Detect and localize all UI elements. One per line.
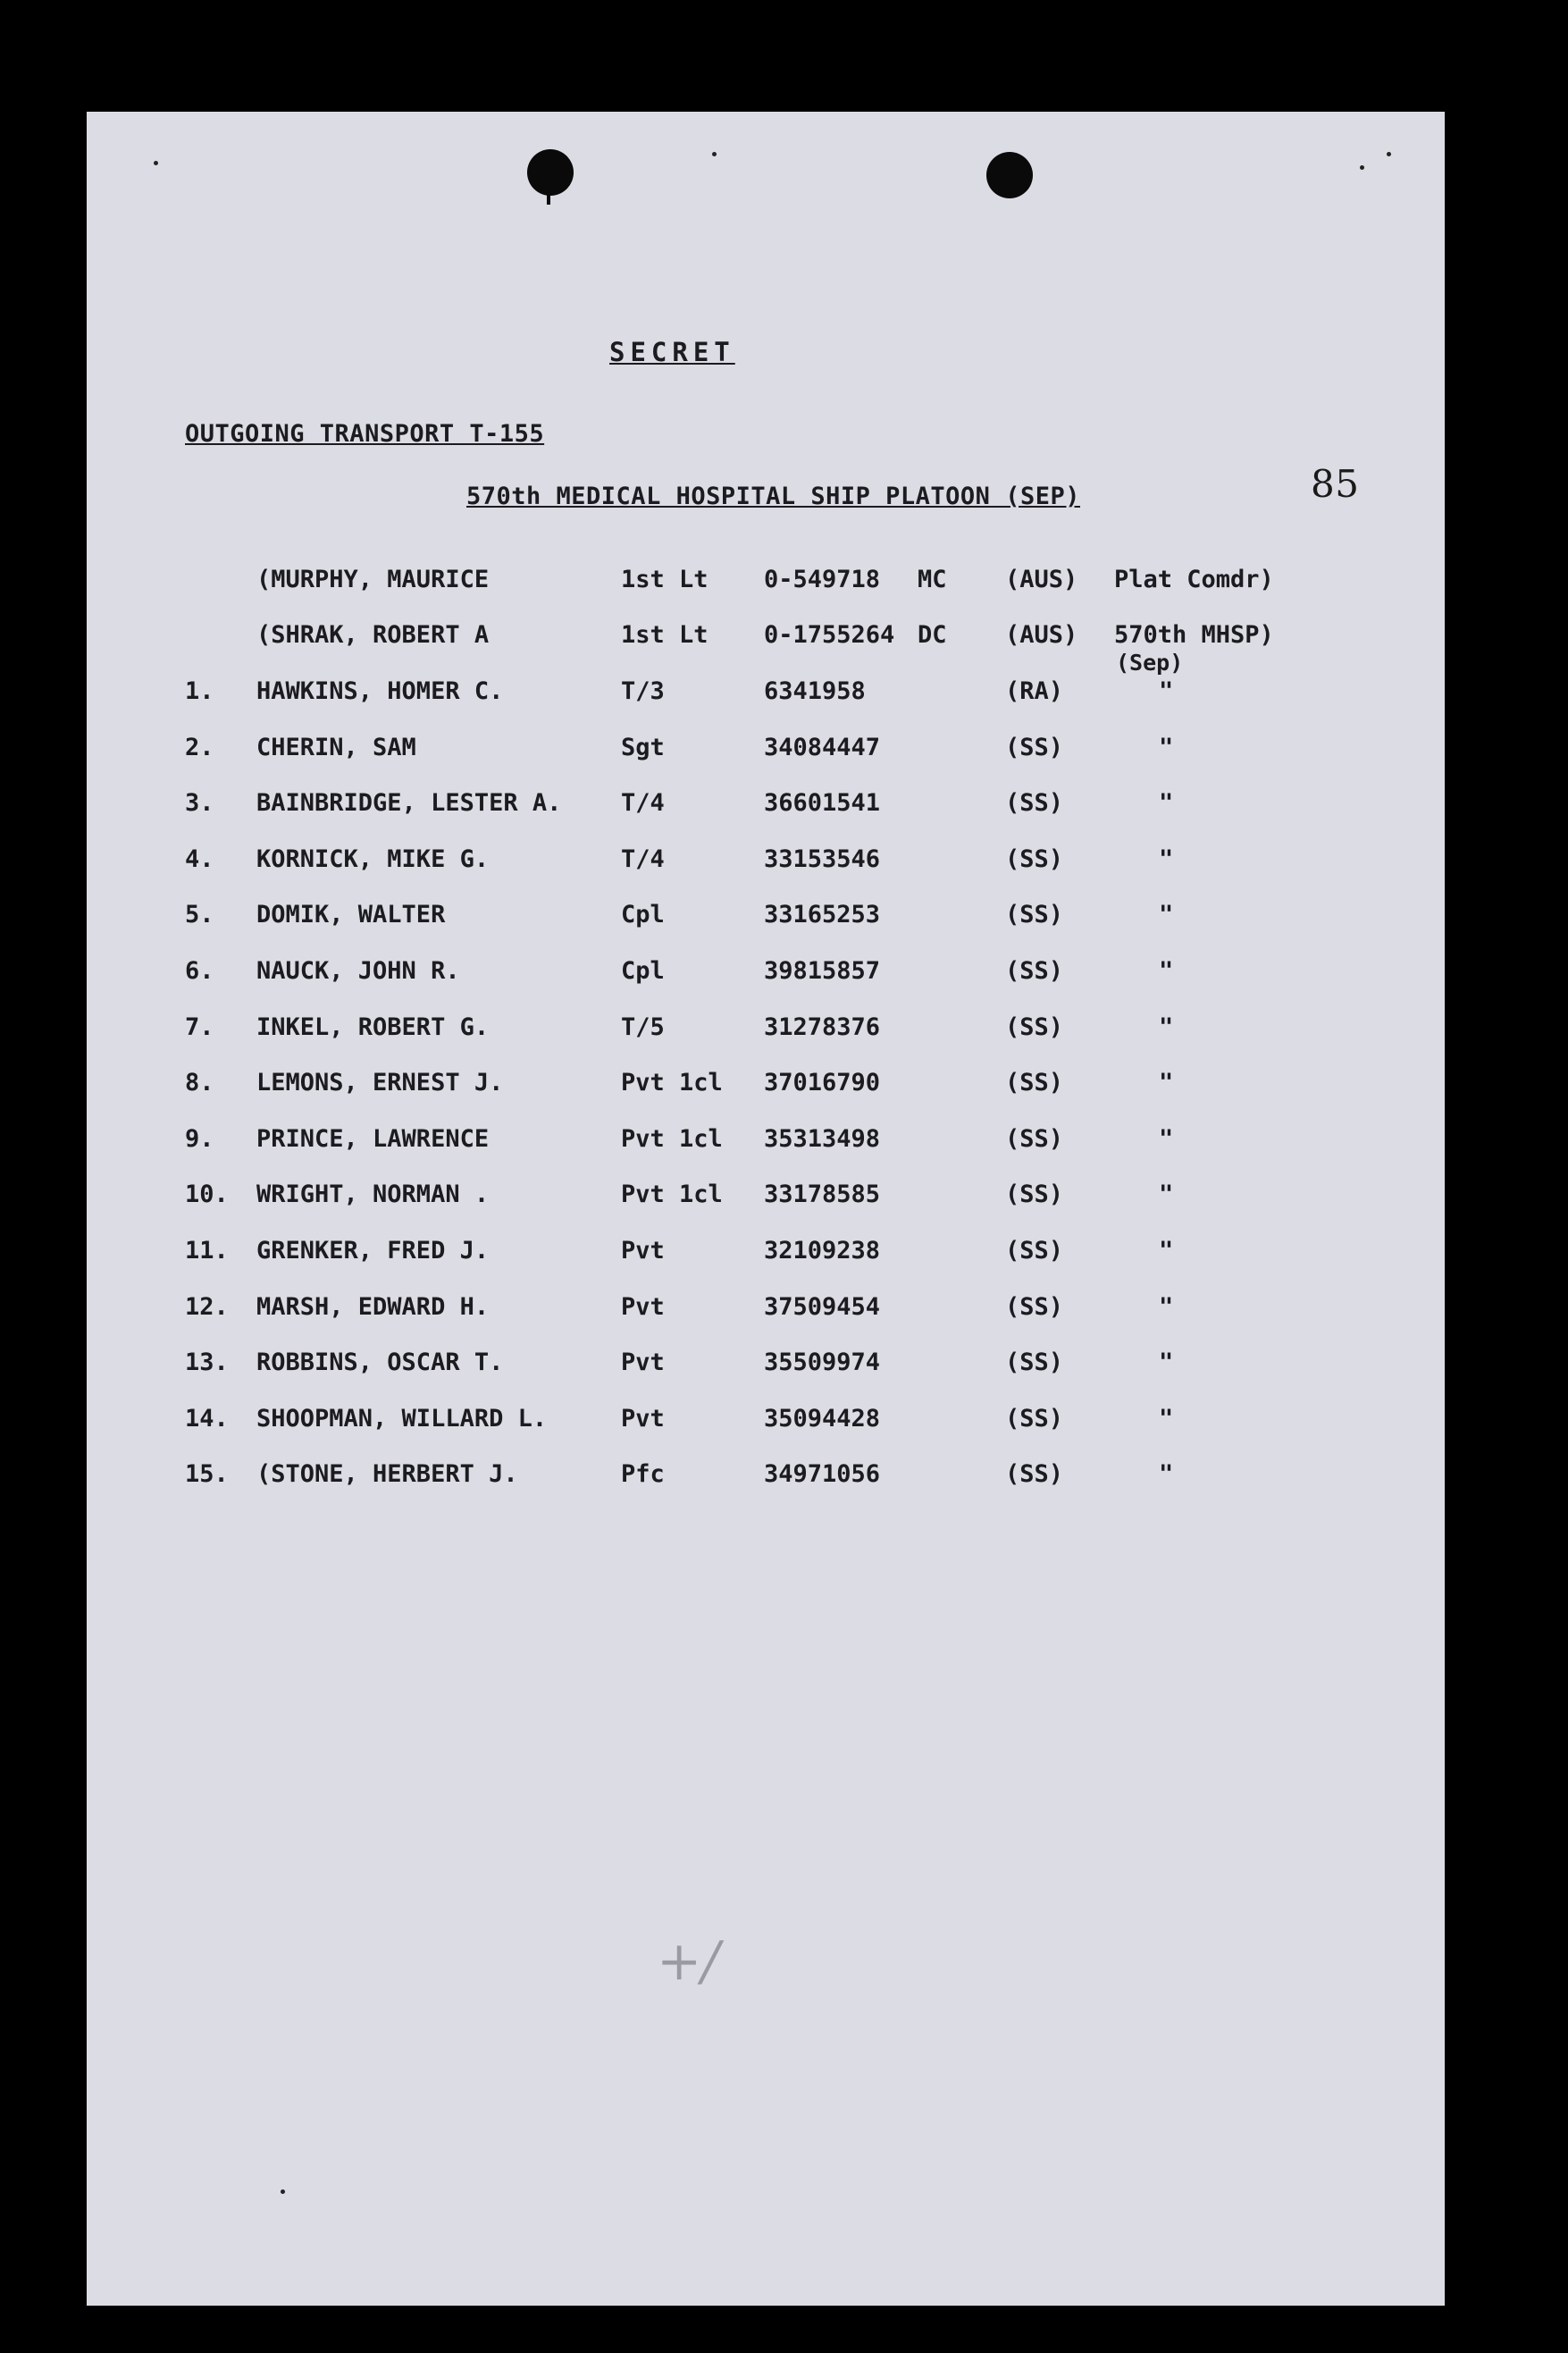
classification-heading: SECRET	[609, 337, 735, 367]
roster-serial: 39815857	[764, 957, 881, 985]
roster-number: 6.	[185, 957, 214, 985]
officer-rank: 1st Lt	[621, 566, 709, 593]
roster-name: CHERIN, SAM	[256, 734, 416, 761]
roster-name: GRENKER, FRED J.	[256, 1237, 490, 1265]
roster-rank: Cpl	[621, 957, 665, 985]
roster-row	[87, 789, 1445, 825]
roster-component: (SS)	[1005, 789, 1064, 817]
roster-component: (SS)	[1005, 1069, 1064, 1097]
officer-corps: DC	[918, 621, 947, 649]
roster-number: 7.	[185, 1013, 214, 1041]
roster-component: (SS)	[1005, 901, 1064, 929]
ditto-mark: "	[1159, 1293, 1174, 1321]
ditto-mark: "	[1159, 789, 1174, 817]
roster-component: (SS)	[1005, 734, 1064, 761]
ditto-mark: "	[1159, 901, 1174, 929]
punch-hole	[527, 149, 574, 196]
ditto-mark: "	[1159, 1181, 1174, 1208]
roster-serial: 35313498	[764, 1125, 881, 1153]
roster-component: (SS)	[1005, 845, 1064, 873]
roster-row	[87, 1349, 1445, 1384]
roster-rank: T/5	[621, 1013, 665, 1041]
roster-rank: Pvt 1cl	[621, 1181, 723, 1208]
roster-number: 8.	[185, 1069, 214, 1097]
roster-rank: Pvt	[621, 1237, 665, 1265]
speck	[1387, 152, 1391, 156]
ditto-mark: "	[1159, 957, 1174, 985]
roster-rank: Pvt	[621, 1349, 665, 1376]
ditto-mark: "	[1159, 1405, 1174, 1433]
convoy-heading: OUTGOING TRANSPORT T-155	[185, 420, 545, 448]
roster-name: MARSH, EDWARD H.	[256, 1293, 490, 1321]
roster-component: (SS)	[1005, 1181, 1064, 1208]
roster-row	[87, 1125, 1445, 1161]
officer-name: (SHRAK, ROBERT A	[256, 621, 490, 649]
document-page	[87, 112, 1445, 2306]
roster-component: (SS)	[1005, 957, 1064, 985]
roster-row	[87, 1293, 1445, 1329]
officer-serial: 0-549718	[764, 566, 881, 593]
roster-name: KORNICK, MIKE G.	[256, 845, 490, 873]
roster-serial: 36601541	[764, 789, 881, 817]
roster-name: SHOOPMAN, WILLARD L.	[256, 1405, 548, 1433]
roster-component: (SS)	[1005, 1405, 1064, 1433]
roster-rank: Pvt 1cl	[621, 1069, 723, 1097]
roster-serial: 37509454	[764, 1293, 881, 1321]
roster-row	[87, 734, 1445, 769]
roster-name: DOMIK, WALTER	[256, 901, 446, 929]
roster-number: 15.	[185, 1460, 229, 1488]
roster-row	[87, 1069, 1445, 1105]
officer-component: (AUS)	[1005, 621, 1078, 649]
roster-row	[87, 957, 1445, 993]
roster-rank: T/4	[621, 845, 665, 873]
roster-number: 11.	[185, 1237, 229, 1265]
roster-number: 2.	[185, 734, 214, 761]
speck	[1360, 165, 1364, 170]
roster-name: PRINCE, LAWRENCE	[256, 1125, 490, 1153]
roster-name: LEMONS, ERNEST J.	[256, 1069, 504, 1097]
roster-rank: Cpl	[621, 901, 665, 929]
roster-rank: Sgt	[621, 734, 665, 761]
roster-name: BAINBRIDGE, LESTER A.	[256, 789, 562, 817]
roster-serial: 32109238	[764, 1237, 881, 1265]
punch-hole	[986, 152, 1033, 198]
officer-assignment: 570th MHSP)	[1114, 621, 1274, 649]
roster-serial: 33165253	[764, 901, 881, 929]
roster-name: NAUCK, JOHN R.	[256, 957, 460, 985]
roster-rank: Pvt 1cl	[621, 1125, 723, 1153]
roster-serial: 37016790	[764, 1069, 881, 1097]
page-number: 85	[1311, 462, 1360, 506]
roster-name: ROBBINS, OSCAR T.	[256, 1349, 504, 1376]
officer-name: (MURPHY, MAURICE	[256, 566, 490, 593]
ditto-mark: "	[1159, 1237, 1174, 1265]
roster-number: 10.	[185, 1181, 229, 1208]
roster-row	[87, 845, 1445, 881]
roster-serial: 34084447	[764, 734, 881, 761]
roster-row	[87, 1460, 1445, 1496]
roster-rank: Pfc	[621, 1460, 665, 1488]
roster-component: (SS)	[1005, 1293, 1064, 1321]
roster-row	[87, 901, 1445, 937]
roster-number: 12.	[185, 1293, 229, 1321]
roster-number: 4.	[185, 845, 214, 873]
roster-number: 5.	[185, 901, 214, 929]
ditto-mark: "	[1159, 1069, 1174, 1097]
speck	[154, 161, 158, 165]
roster-serial: 33178585	[764, 1181, 881, 1208]
ditto-mark: "	[1159, 1013, 1174, 1041]
officer-assignment-sub: (Sep)	[1116, 650, 1184, 676]
roster-row	[87, 1181, 1445, 1216]
roster-number: 13.	[185, 1349, 229, 1376]
ditto-mark: "	[1159, 1460, 1174, 1488]
roster-component: (SS)	[1005, 1237, 1064, 1265]
roster-serial: 35509974	[764, 1349, 881, 1376]
ditto-mark: "	[1159, 1349, 1174, 1376]
roster-row	[87, 1013, 1445, 1049]
roster-serial: 33153546	[764, 845, 881, 873]
officer-rank: 1st Lt	[621, 621, 709, 649]
roster-name: WRIGHT, NORMAN .	[256, 1181, 490, 1208]
officer-component: (AUS)	[1005, 566, 1078, 593]
roster-component: (SS)	[1005, 1460, 1064, 1488]
ditto-mark: "	[1159, 845, 1174, 873]
roster-rank: Pvt	[621, 1405, 665, 1433]
roster-serial: 34971056	[764, 1460, 881, 1488]
ditto-mark: "	[1159, 677, 1174, 705]
roster-number: 1.	[185, 677, 214, 705]
speck	[712, 152, 717, 156]
officer-row	[87, 566, 1445, 601]
roster-component: (SS)	[1005, 1013, 1064, 1041]
roster-rank: Pvt	[621, 1293, 665, 1321]
pencil-mark: +/	[657, 1930, 720, 1993]
roster-row	[87, 677, 1445, 713]
officer-corps: MC	[918, 566, 947, 593]
roster-name: HAWKINS, HOMER C.	[256, 677, 504, 705]
roster-rank: T/3	[621, 677, 665, 705]
roster-name: INKEL, ROBERT G.	[256, 1013, 490, 1041]
roster-number: 9.	[185, 1125, 214, 1153]
roster-component: (SS)	[1005, 1349, 1064, 1376]
ditto-mark: "	[1159, 1125, 1174, 1153]
officer-assignment: Plat Comdr)	[1114, 566, 1274, 593]
ditto-mark: "	[1159, 734, 1174, 761]
roster-serial: 31278376	[764, 1013, 881, 1041]
speck	[281, 2189, 285, 2194]
roster-name: (STONE, HERBERT J.	[256, 1460, 518, 1488]
roster-number: 3.	[185, 789, 214, 817]
roster-serial: 35094428	[764, 1405, 881, 1433]
roster-rank: T/4	[621, 789, 665, 817]
roster-component: (SS)	[1005, 1125, 1064, 1153]
officer-serial: 0-1755264	[764, 621, 895, 649]
unit-heading: 570th MEDICAL HOSPITAL SHIP PLATOON (SEP)	[466, 483, 1080, 510]
roster-row	[87, 1237, 1445, 1273]
roster-serial: 6341958	[764, 677, 866, 705]
roster-component: (RA)	[1005, 677, 1064, 705]
officer-row	[87, 621, 1445, 676]
roster-number: 14.	[185, 1405, 229, 1433]
roster-row	[87, 1405, 1445, 1441]
